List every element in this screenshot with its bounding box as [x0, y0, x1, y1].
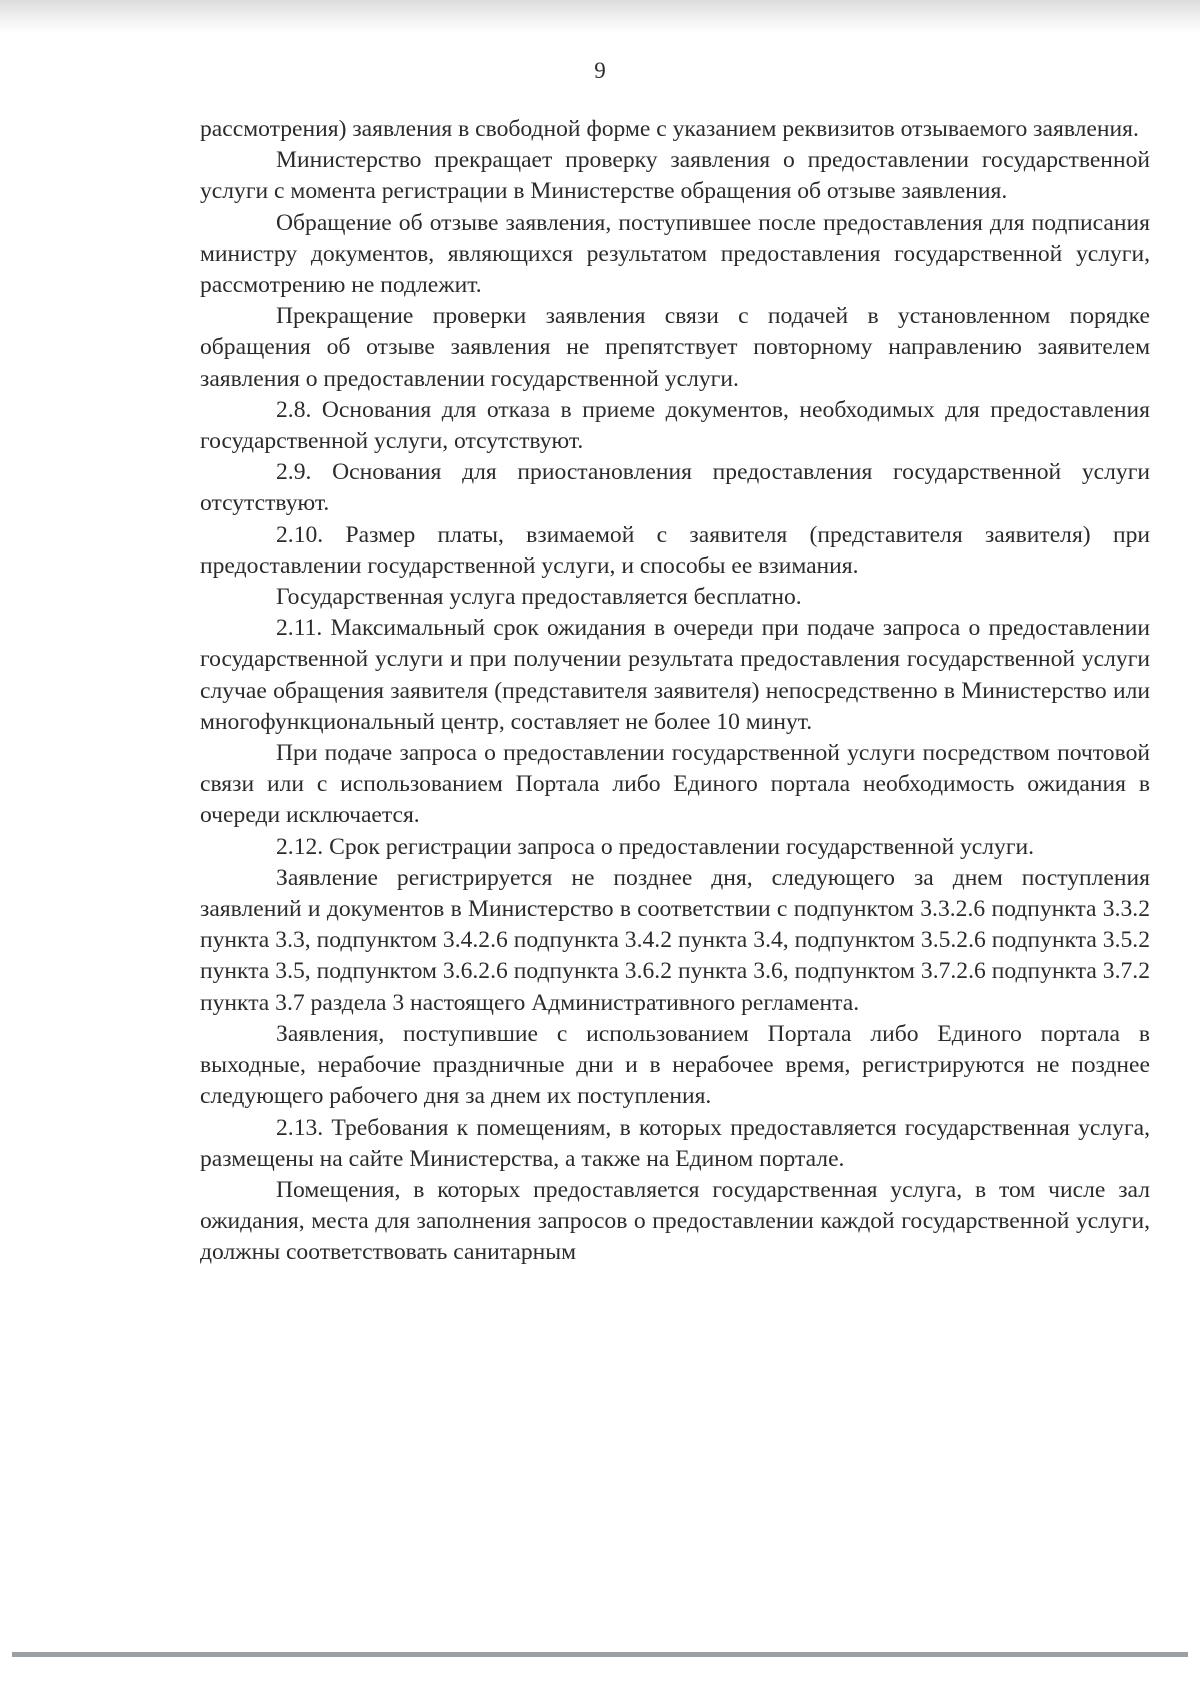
paragraph: Обращение об отзыве заявления, поступившее после предоставления для подписания министру документов, являющихся результатом предоставления государственной услуги, рассмотрению не подлежит. — [200, 209, 1150, 299]
paragraph: 2.8. Основания для отказа в приеме документов, необходимых для предоставления государственной услуги, отсутствуют. — [200, 396, 1150, 455]
scan-top-edge — [0, 0, 1200, 34]
scan-bottom-rule — [12, 1652, 1188, 1657]
paragraph: Прекращение проверки заявления связи с подачей в установленном порядке обращения об отзыве заявления не препятствует повторному направлению заявителем заявления о предоставлении государственной услуги. — [200, 303, 1150, 392]
paragraph: Заявления, поступившие с использованием Портала либо Единого портала в выходные, нерабочие праздничные дни и в нерабочее время, регистрируются не позднее следующего рабочего дня за днем их поступления. — [200, 1020, 1150, 1110]
paragraph: рассмотрения) заявления в свободной форме с указанием реквизитов отзываемого заявления. — [200, 116, 1139, 142]
document-body — [200, 114, 1150, 1269]
paragraph: Заявление регистрируется не позднее дня, следующего за днем поступления заявлений и документов в Министерство в соответствии с подпунктом 3.3.2.6 подпункта 3.3.2 пункта 3.3, подпунктом 3.4.2.6 подпункта 3.4.2 пункта 3.4, подпунктом 3.5.2.6 подпункта 3.5.2 пункта 3.5, подпунктом 3.6.2.6 подпункта 3.6.2 пункта 3.6, подпунктом 3.7.2.6 подпункта 3.7.2 пункта 3.7 раздела 3 настоящего Административного регламента. — [200, 864, 1150, 1016]
paragraph: 2.11. Максимальный срок ожидания в очереди при подаче запроса о предоставлении государственной услуги и при получении результата предоставления государственной услуги случае обращения заявителя (представителя заявителя) непосредственно в Министерство или многофункциональный центр, составляет не более 10 минут. — [200, 615, 1150, 735]
paragraph: 2.13. Требования к помещениям, в которых предоставляется государственная услуга, размещены на сайте Министерства, а также на Едином портале. — [200, 1114, 1150, 1172]
page-number: 9 — [594, 58, 606, 83]
paragraph: Министерство прекращает проверку заявления о предоставлении государственной услуги с момента регистрации в Министерстве обращения об отзыве заявления. — [200, 147, 1150, 205]
paragraph: Государственная услуга предоставляется бесплатно. — [276, 584, 802, 611]
paragraph: Помещения, в которых предоставляется государственная услуга, в том числе зал ожидания, места для заполнения запросов о предоставлении каждой государственной услуги, должны соответствовать санитарным — [200, 1176, 1150, 1266]
paragraph: 2.10. Размер платы, взимаемой с заявителя (представителя заявителя) при предоставлении государственной услуги, и способы ее взимания. — [200, 521, 1150, 579]
paragraph: 2.12. Срок регистрации запроса о предоставлении государственной услуги. — [276, 833, 1035, 860]
paragraph: 2.9. Основания для приостановления предоставления государственной услуги отсутствуют. — [200, 459, 1150, 517]
paragraph: При подаче запроса о предоставлении государственной услуги посредством почтовой связи или с использованием Портала либо Единого портала необходимость ожидания в очереди исключается. — [200, 740, 1150, 829]
